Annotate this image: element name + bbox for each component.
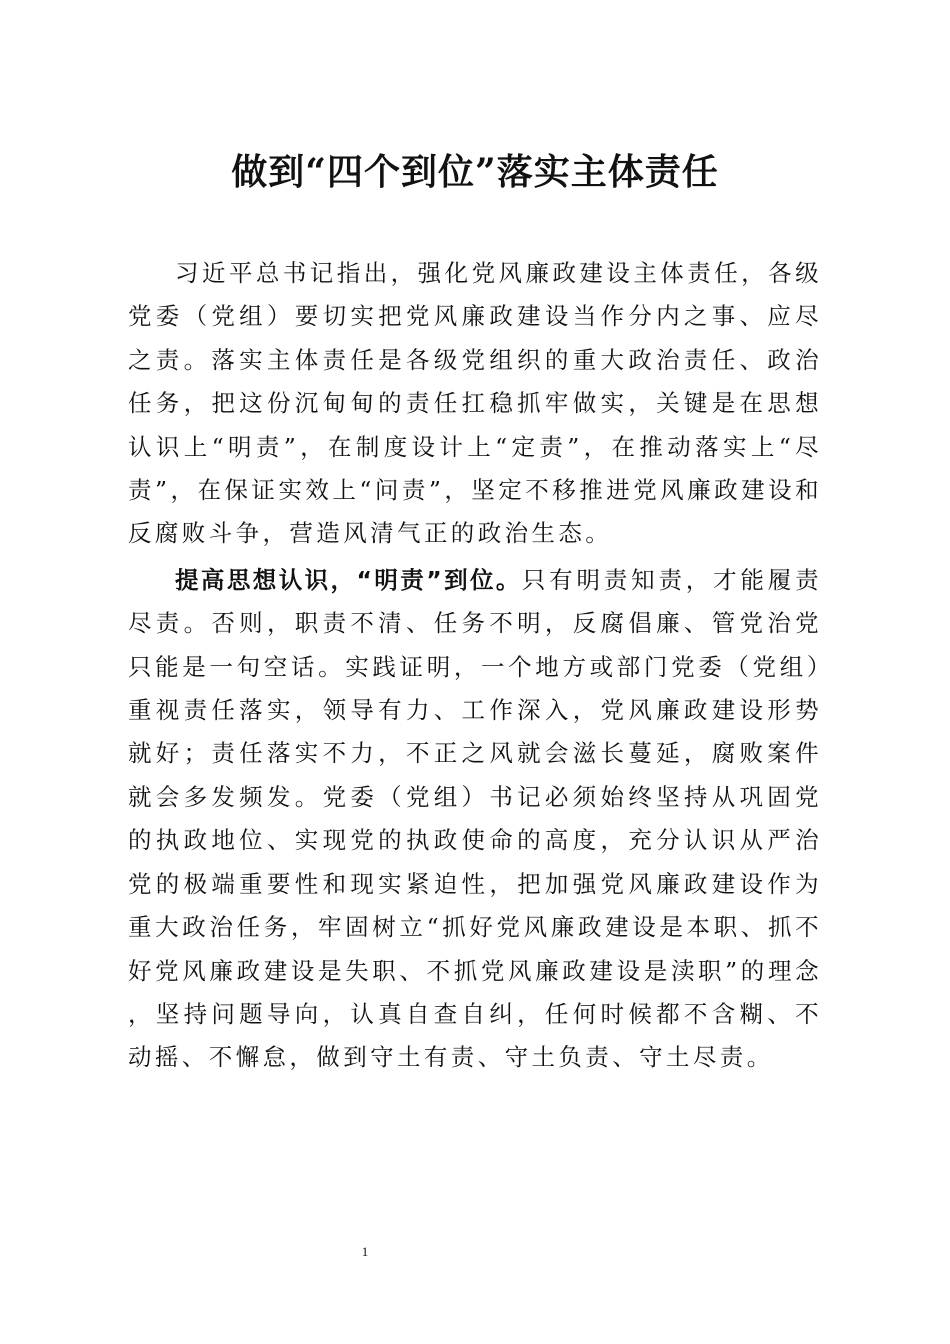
- paragraph-intro-text: 习近平总书记指出，强化党风廉政建设主体责任，各级党委（党组）要切实把党风廉政建设当作分内之事、应尽之责。落实主体责任是各级党组织的重大政治责任、政治任务，把这份沉甸甸的责任扛稳抓牢做实，关键是在思想认识上“明责”，在制度设计上“定责”，在推动落实上“尽责”，在保证实效上“问责”，坚定不移推进党风廉政建设和反腐败斗争，营造风清气正的政治生态。: [128, 259, 822, 548]
- paragraph-section-1: [128, 559, 822, 1080]
- section-heading-inline: 提高思想认识，“明责”到位。: [175, 565, 522, 594]
- document-body: [128, 252, 822, 1080]
- document-title: 做到“四个到位”落实主体责任: [231, 151, 719, 193]
- paragraph-intro: [128, 252, 822, 556]
- page-number: 1: [361, 1244, 369, 1259]
- paragraph-section-1-text: 只有明责知责，才能履责尽责。否则，职责不清、任务不明，反腐倡廉、管党治党只能是一句空话。实践证明，一个地方或部门党委（党组）重视责任落实，领导有力、工作深入，党风廉政建设形势就好；责任落实不力，不正之风就会滋长蔓延，腐败案件就会多发频发。党委（党组）书记必须始终坚持从巩固党的执政地位、实现党的执政使命的高度，充分认识从严治党的极端重要性和现实紧迫性，把加强党风廉政建设作为重大政治任务，牢固树立“抓好党风廉政建设是本职、抓不好党风廉政建设是失职、不抓党风廉政建设是渎职”的理念，坚持问题导向，认真自查自纠，任何时候都不含糊、不动摇、不懈怠，做到守土有责、守土负责、守土尽责。: [128, 565, 822, 1072]
